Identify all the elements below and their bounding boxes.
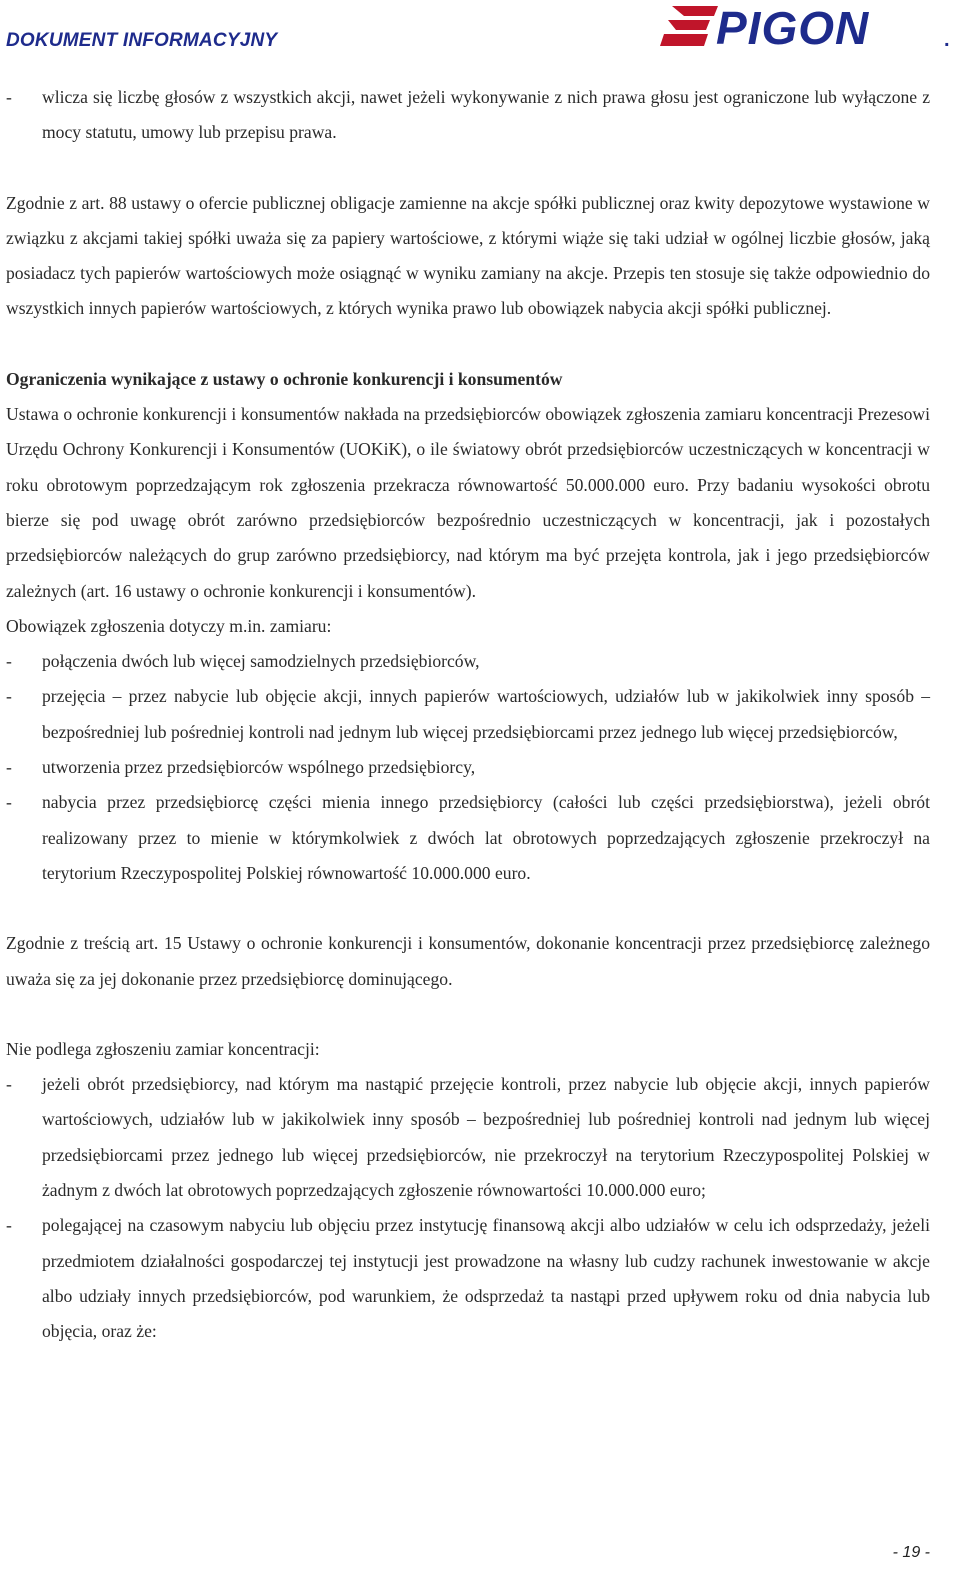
document-title: DOKUMENT INFORMACYJNY bbox=[6, 30, 278, 51]
list-item-text: wlicza się liczbę głosów z wszystkich akcji, nawet jeżeli wykonywanie z nich prawa głosu jest ograniczone lub wyłączone z mocy statutu, umowy lub przepisu prawa. bbox=[42, 87, 930, 143]
paragraph: Ustawa o ochronie konkurencji i konsumentów nakłada na przedsiębiorców obowiązek zgłoszenia zamiaru koncentracji Prezesowi Urzędu Ochrony Konkurencji i Konsumentów (UOKiK), o ile światowy obrót przedsiębiorców uczestniczących w koncentracji w roku obrotowym poprzedzającym rok zgłoszenia przekracza równowartość 50.000.000 euro. Przy badaniu wysokości obrotu bierze się pod uwagę obrót zarówno przedsiębiorców bezpośrednio uczestniczących w koncentracji, jak i pozostałych przedsiębiorców należących do grup zarówno przedsiębiorcy, nad którym ma być przejęta kontrola, jak i jego przedsiębiorców zależnych (art. 16 ustawy o ochronie konkurencji i konsumentów). bbox=[6, 404, 930, 601]
list-item-text: polegającej na czasowym nabyciu lub objęciu przez instytucję finansową akcji albo udziałów w celu ich odsprzedaży, jeżeli przedmiotem działalności gospodarczej tej instytucji jest prowadzone na własny lub cudzy rachunek inwestowanie w akcje albo udziały innych przedsiębiorców, pod warunkiem, że odsprzedaż ta nastąpi przed upływem roku od dnia nabycia lub objęcia, oraz że: bbox=[42, 1215, 930, 1342]
svg-text:PIGON: PIGON bbox=[716, 2, 870, 52]
list-item bbox=[6, 750, 930, 785]
logo-e-mark bbox=[660, 6, 718, 46]
paragraph: Zgodnie z art. 88 ustawy o ofercie publicznej obligacje zamienne na akcje spółki publicznej oraz kwity depozytowe wystawione w związku z akcjami takiej spółki uważa się za papiery wartościowe, z którymi wiąże się taki udział w ogólnej liczbie głosów, jaką posiadacz tych papierów wartościowych może osiągnąć w wyniku zamiany na akcje. Przepis ten stosuje się także odpowiednio do wszystkich innych papierów wartościowych, z których wynika prawo lub obowiązek nabycia akcji spółki publicznej. bbox=[6, 192, 930, 319]
list-item bbox=[6, 785, 930, 891]
list-dash: - bbox=[6, 87, 12, 107]
list-item-text: jeżeli obrót przedsiębiorcy, nad którym ma nastąpić przejęcie kontroli, przez nabycie lub objęcie akcji, innych papierów wartościowych, udziałów lub w jakikolwiek inny sposób – bezpośredniej lub pośredniej kontroli nad jednym lub więcej przedsiębiorcami przez jednego lub więcej przedsiębiorców, nie przekroczył na terytorium Rzeczypospolitej Polskiej w żadnym z dwóch lat obrotowych poprzedzających zgłoszenie równowartości 10.000.000 euro; bbox=[42, 1074, 930, 1201]
document-body bbox=[6, 80, 930, 1350]
list-dash: - bbox=[6, 1215, 12, 1236]
list-dash: - bbox=[6, 792, 12, 813]
list-item-text: utworzenia przez przedsiębiorców wspólnego przedsiębiorcy, bbox=[42, 757, 476, 778]
list-item bbox=[6, 644, 930, 679]
list-dash: - bbox=[6, 757, 12, 778]
list-item bbox=[6, 679, 930, 750]
list-item-text: połączenia dwóch lub więcej samodzielnych przedsiębiorców, bbox=[42, 651, 480, 672]
list-dash: - bbox=[6, 651, 12, 672]
list-dash: - bbox=[6, 686, 12, 707]
list-item bbox=[6, 1067, 930, 1208]
epigon-logo bbox=[660, 2, 960, 52]
page-header bbox=[0, 0, 960, 70]
section-heading: Ograniczenia wynikające z ustawy o ochronie konkurencji i konsumentów bbox=[6, 368, 563, 389]
list-item-text: przejęcia – przez nabycie lub objęcie akcji, innych papierów wartościowych, udziałów lub w jakikolwiek inny sposób – bezpośredniej lub pośredniej kontroli nad jednym lub więcej przedsiębiorcami przez jednego lub więcej przedsiębiorców, bbox=[42, 686, 930, 742]
paragraph: Obowiązek zgłoszenia dotyczy m.in. zamiaru: bbox=[6, 615, 332, 636]
list-item bbox=[6, 1208, 930, 1349]
list-dash: - bbox=[6, 1074, 12, 1095]
svg-text:.: . bbox=[944, 29, 950, 51]
paragraph: Nie podlega zgłoszeniu zamiar koncentracji: bbox=[6, 1038, 320, 1059]
page-number: - 19 - bbox=[892, 1544, 930, 1561]
list-item bbox=[6, 80, 930, 151]
list-item-text: nabycia przez przedsiębiorcę części mienia innego przedsiębiorcy (całości lub części przedsiębiorstwa), jeżeli obrót realizowany przez to mienie w którymkolwiek z dwóch lat obrotowych poprzedzających zgłoszenie przekroczył na terytorium Rzeczypospolitej Polskiej równowartość 10.000.000 euro. bbox=[42, 792, 930, 883]
paragraph: Zgodnie z treścią art. 15 Ustawy o ochronie konkurencji i konsumentów, dokonanie koncentracji przez przedsiębiorcę zależnego uważa się za jej dokonanie przez przedsiębiorcę dominującego. bbox=[6, 933, 930, 989]
